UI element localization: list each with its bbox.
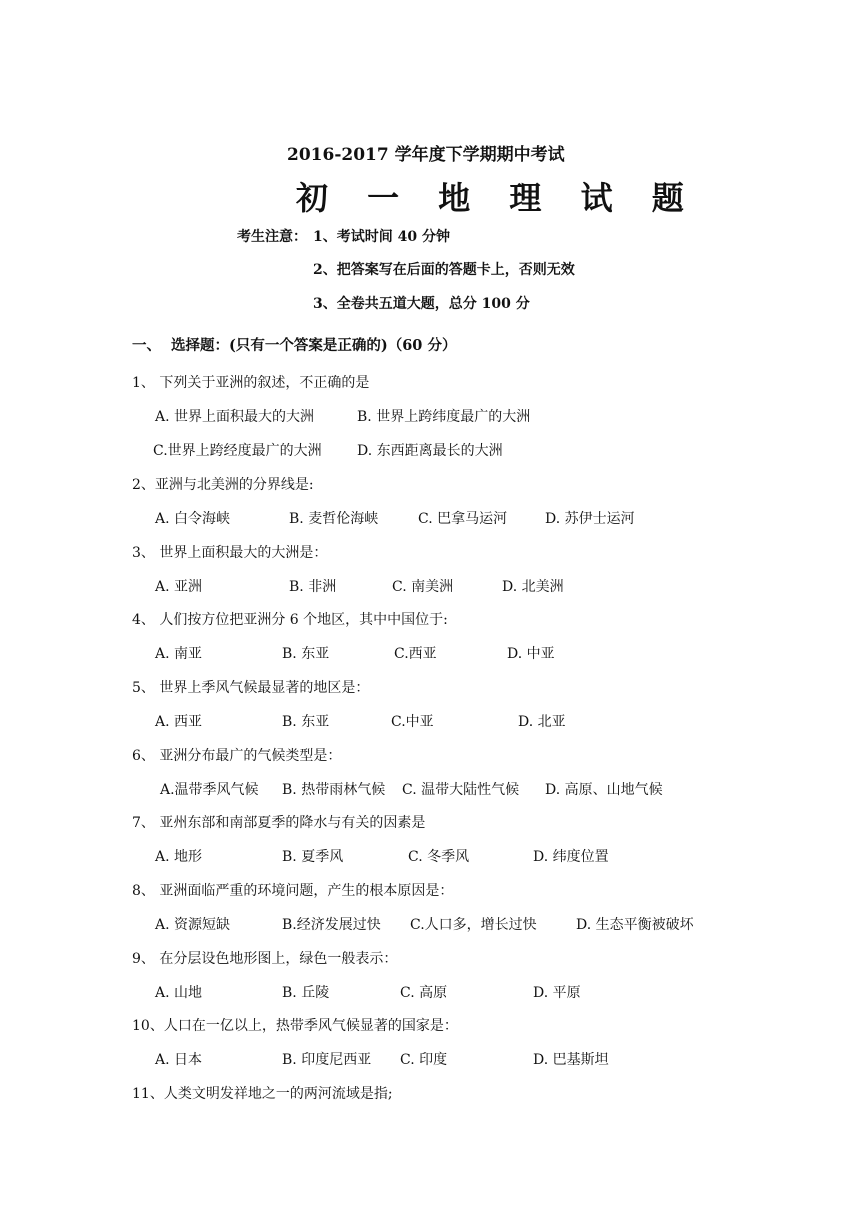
option-c: C.世界上跨经度最广的大洲 [153,443,322,459]
question-stem: 4、 人们按方位把亚洲分 6 个地区，其中中国位于: [132,612,448,628]
option-d: D. 北亚 [518,714,566,730]
option-d: D. 高原、山地气候 [545,782,663,798]
notice-line-3: 3、全卷共五道大题，总分 100 分 [313,296,530,312]
option-c: C.中亚 [391,714,434,730]
option-d: D. 生态平衡被破坏 [576,917,694,933]
option-c: C. 高原 [400,985,448,1001]
option-b: B. 麦哲伦海峡 [289,511,379,527]
option-d: D. 北美洲 [502,579,564,595]
option-a: A. 白令海峡 [155,511,231,527]
question-stem: 3、 世界上面积最大的大洲是： [132,545,328,561]
option-a: A. 南亚 [155,646,203,662]
option-b: B. 世界上跨纬度最广的大洲 [357,409,531,425]
subject-title: 初 一 地 理 试 题 [296,179,698,217]
option-c: C. 印度 [400,1052,448,1068]
option-d: D. 巴基斯坦 [533,1052,609,1068]
question-stem: 11、人类文明发祥地之一的两河流域是指; [132,1086,393,1102]
option-d: D. 纬度位置 [533,849,609,865]
option-b: B. 非洲 [289,579,337,595]
option-a: A. 地形 [155,849,203,865]
notice-label: 考生注意： [237,229,307,245]
question-stem: 5、 世界上季风气候最显著的地区是： [132,680,370,696]
question-stem: 7、 亚州东部和南部夏季的降水与有关的因素是 [132,815,426,831]
question-stem: 9、 在分层设色地形图上，绿色一般表示： [132,951,398,967]
option-b: B. 东亚 [282,714,330,730]
option-d: D. 东西距离最长的大洲 [357,443,503,459]
question-stem: 8、 亚洲面临严重的环境问题，产生的根本原因是： [132,883,454,899]
question-stem: 10、人口在一亿以上，热带季风气候显著的国家是： [132,1018,458,1034]
option-b: B. 热带雨林气候 [282,782,386,798]
option-a: A. 西亚 [155,714,203,730]
section-number: 一、 [132,337,161,354]
option-c: C.人口多，增长过快 [410,917,537,933]
notice-line-2: 2、把答案写在后面的答题卡上，否则无效 [313,262,575,278]
option-c: C.西亚 [394,646,437,662]
option-a: A. 山地 [155,985,203,1001]
option-c: C. 巴拿马运河 [418,511,508,527]
option-b: B. 丘陵 [282,985,330,1001]
question-stem: 2、亚洲与北美洲的分界线是: [132,477,314,493]
option-d: D. 平原 [533,985,581,1001]
option-a: A. 日本 [155,1052,203,1068]
option-a: A. 亚洲 [155,579,203,595]
option-b: B. 夏季风 [282,849,344,865]
section-title: 选择题：(只有一个答案是正确的)（60 分） [171,337,457,354]
option-d: D. 苏伊士运河 [545,511,635,527]
option-c: C. 冬季风 [408,849,470,865]
option-c: C. 南美洲 [392,579,454,595]
question-stem: 1、 下列关于亚洲的叙述，不正确的是 [132,375,370,391]
option-a: A. 世界上面积最大的大洲 [155,409,315,425]
notice-line-1: 1、考试时间 40 分钟 [313,229,450,245]
option-b: B.经济发展过快 [282,917,381,933]
option-d: D. 中亚 [507,646,555,662]
option-c: C. 温带大陆性气候 [402,782,520,798]
option-a: A. 资源短缺 [155,917,231,933]
option-b: B. 东亚 [282,646,330,662]
exam-title: 2016-2017 学年度下学期期中考试 [287,145,565,165]
question-stem: 6、 亚洲分布最广的气候类型是： [132,748,342,764]
option-a: A.温带季风气候 [160,782,259,798]
option-b: B. 印度尼西亚 [282,1052,372,1068]
